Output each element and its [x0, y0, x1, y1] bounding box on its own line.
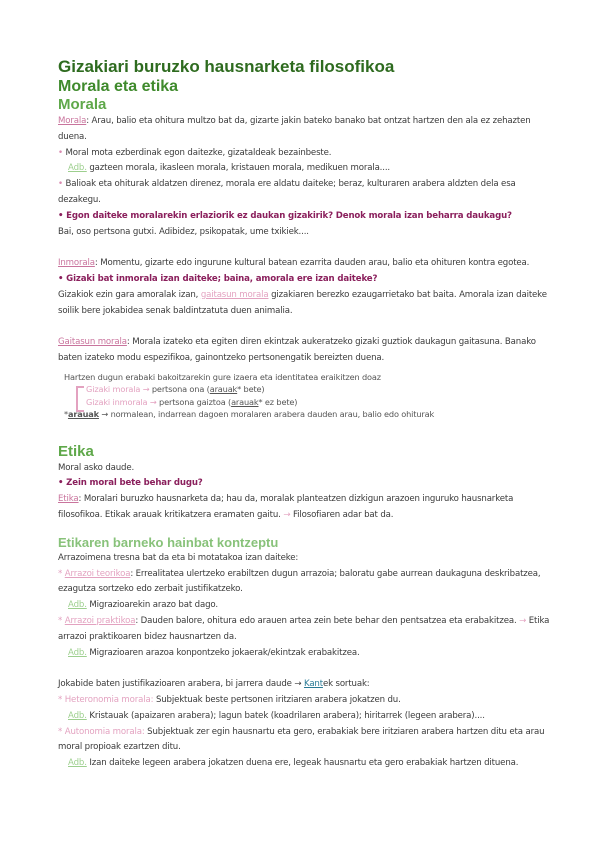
- note-term: Gizaki inmorala →: [86, 396, 157, 407]
- bullet-icon: •: [58, 147, 63, 158]
- answer-text: Gizakiok ezin gara amoralak izan,: [58, 289, 201, 300]
- example-text: gazteen morala, ikasleen morala, kristauen morala, medikuen morala....: [86, 163, 391, 174]
- kant-link[interactable]: Kant: [303, 679, 323, 690]
- question: • Gizaki bat inmorala izan daiteke; baina, amorala ere izan daiteke?: [58, 273, 378, 284]
- definition-text: Etika arrazoi praktikoaren bidez hausnartzen da.: [58, 615, 550, 642]
- autonomia-definition: [58, 725, 550, 757]
- subsection-heading-kontzeptuak: Etikaren barneko hainbat kontzeptu: [58, 534, 279, 550]
- note-line: [64, 408, 550, 421]
- note-term: Gizaki morala →: [86, 384, 150, 395]
- definition-text: Subjektuak beste pertsonen iritziaren arabera jokatzen du.: [153, 694, 401, 705]
- arrow-icon: →: [283, 509, 291, 520]
- note-text: pertsona gaiztoa (: [156, 396, 232, 407]
- term-autonomia: Autonomia morala:: [64, 726, 145, 737]
- term-gaitasun-morala-link: gaitasun morala: [200, 289, 269, 300]
- note-text: → normalean, indarrean dagoen moralaren arabera dauden arau, balio edo ohiturak: [98, 409, 435, 420]
- term-heteronomia: Heteronomia morala:: [64, 694, 154, 705]
- heteronomia-definition: [58, 693, 550, 709]
- paragraph: Arrazoimena tresna bat da eta bi motatakoa izan daiteke:: [58, 552, 299, 563]
- bracket-icon: [76, 386, 84, 412]
- morala-definition: [58, 114, 550, 146]
- definition-text: : Moralari buruzko hausnarketa da; hau da, moralak planteatzen dizkigun arazoen inguruko hausnarketa filosofikoa. Etikak arauak kritikatzera eramaten gaitu.: [58, 494, 514, 520]
- note-line: [86, 383, 550, 396]
- definition-text: : Morala izateko eta egiten diren ekintzak aukeratzeko gizaki guztiok daukagun gaitasuna. Banako baten izateko modu espezifikoa, gainontzeko pertsonengatik bereizten duena.: [58, 337, 536, 363]
- definition-text: : Dauden balore, ohitura edo arauen artea zein bete behar den pentsatzea eta erabakitzea.: [135, 615, 520, 626]
- note-text: pertsona ona (: [149, 384, 210, 395]
- example-line: [58, 646, 550, 662]
- note-text: arauak: [209, 384, 238, 395]
- question: • Egon daiteke moralarekin erlaziorik ez daukan gizakirik? Denok morala izan beharra daukagu?: [58, 210, 512, 221]
- bullet-item: [58, 177, 550, 209]
- answer: Bai, oso pertsona gutxi. Adibidez, psikopatak, ume txikiek....: [58, 226, 309, 237]
- document-content: [58, 57, 550, 772]
- star-icon: *: [58, 568, 63, 579]
- paragraph: Moral asko daude.: [58, 462, 135, 473]
- term-arrazoi-praktikoa: Arrazoi praktikoa: [64, 615, 136, 626]
- question: • Zein moral bete behar dugu?: [58, 478, 203, 489]
- note-text: *: [64, 409, 68, 420]
- definition-text: : Momentu, gizarte edo ingurune kultural batean ezarrita dauden arau, balio eta ohituren kontra egotea.: [94, 258, 530, 269]
- note-line: [86, 396, 550, 409]
- star-icon: *: [58, 726, 63, 737]
- arrow-icon: →: [519, 615, 527, 626]
- example-text: Kristauak (apaizaren arabera); lagun batek (koadrilaren arabera); hiritarrek (legeen arabera)....: [86, 710, 485, 721]
- adb-label: Adb.: [68, 647, 87, 658]
- note-text: arauak: [231, 396, 259, 407]
- note-line: Hartzen dugun erabaki bakoitzarekin gure izaera eta identitatea eraikitzen doaz: [64, 371, 381, 382]
- etika-definition: [58, 492, 550, 524]
- term-etika: Etika: [58, 494, 79, 505]
- teorikoa-definition: [58, 567, 550, 599]
- term-inmorala: Inmorala: [58, 258, 95, 269]
- answer: [58, 288, 550, 320]
- gaitasun-definition: [58, 335, 550, 367]
- definition-text: Filosofiaren adar bat da.: [290, 509, 394, 520]
- star-icon: *: [58, 615, 63, 626]
- adb-label: Adb.: [68, 600, 87, 611]
- example-line: [58, 709, 550, 725]
- praktikoa-definition: [58, 614, 550, 646]
- definition-text: : Errealitatea ulertzeko erabiltzen dugun arrazoia; baloratu gabe aurrean daukaguna deskribatzea, ezagutza sortzeko edo zerbait justifikatzeko.: [58, 568, 541, 595]
- paragraph-text: Jokabide baten justifikazioaren arabera, bi jarrera daude →: [58, 679, 304, 690]
- term-gaitasun-morala: Gaitasun morala: [58, 337, 127, 348]
- subsection-heading-morala: Morala: [58, 96, 107, 113]
- section-heading-morala-eta-etika: Morala eta etika: [58, 78, 179, 95]
- handwritten-note: [64, 371, 550, 421]
- subsection-heading-etika: Etika: [58, 442, 94, 460]
- star-icon: *: [58, 694, 63, 705]
- adb-label: Adb.: [68, 163, 87, 174]
- adb-label: Adb.: [68, 758, 87, 769]
- example-line: [58, 756, 550, 772]
- inmorala-definition: [58, 256, 550, 272]
- note-text: * ez bete): [258, 396, 298, 407]
- bullet-item: [58, 146, 550, 162]
- definition-text: : Arau, balio eta ohitura multzo bat da, gizarte jakin bateko banako bat ontzat hartzen den ala ez zehazten duena.: [58, 116, 531, 142]
- document-title: Gizakiari buruzko hausnarketa filosofikoa: [58, 57, 395, 76]
- definition-text: Subjektuak zer egin hausnartu eta gero, erabakiak bere iritziaren arabera hartzen ditu eta arau moral propioak ezartzen ditu.: [58, 726, 545, 753]
- bullet-icon: •: [58, 179, 63, 190]
- bullet-text: Moral mota ezberdinak egon daitezke, gizataldeak bezainbeste.: [65, 147, 332, 158]
- example-text: Migrazioaren arazoa konpontzeko jokaerak/ekintzak erabakitzea.: [86, 647, 360, 658]
- paragraph-text: ek sortuak:: [322, 679, 370, 690]
- adb-label: Adb.: [68, 710, 87, 721]
- note-term: arauak: [67, 409, 99, 420]
- term-morala: Morala: [58, 116, 87, 126]
- example-text: Izan daiteke legeen arabera jokatzen duena ere, legeak hausnartu eta gero erabakiak hartzen dituena.: [86, 758, 519, 769]
- example-line: [58, 161, 550, 177]
- bullet-text: Balioak eta ohiturak aldatzen direnez, morala ere aldatu daiteke; beraz, kulturaren arabera aldzten dela esa dezakegu.: [58, 179, 516, 205]
- example-line: [58, 598, 550, 614]
- term-arrazoi-teorikoa: Arrazoi teorikoa: [64, 568, 131, 579]
- paragraph: [58, 677, 550, 693]
- example-text: Migrazioarekin arazo bat dago.: [86, 600, 218, 611]
- answer-text: gizakiaren berezko ezaugarrietako bat baita. Amorala izan daiteke soilik bere jokabidea senak baldintzatuta duen animalia.: [58, 289, 547, 316]
- note-text: * bete): [237, 384, 265, 395]
